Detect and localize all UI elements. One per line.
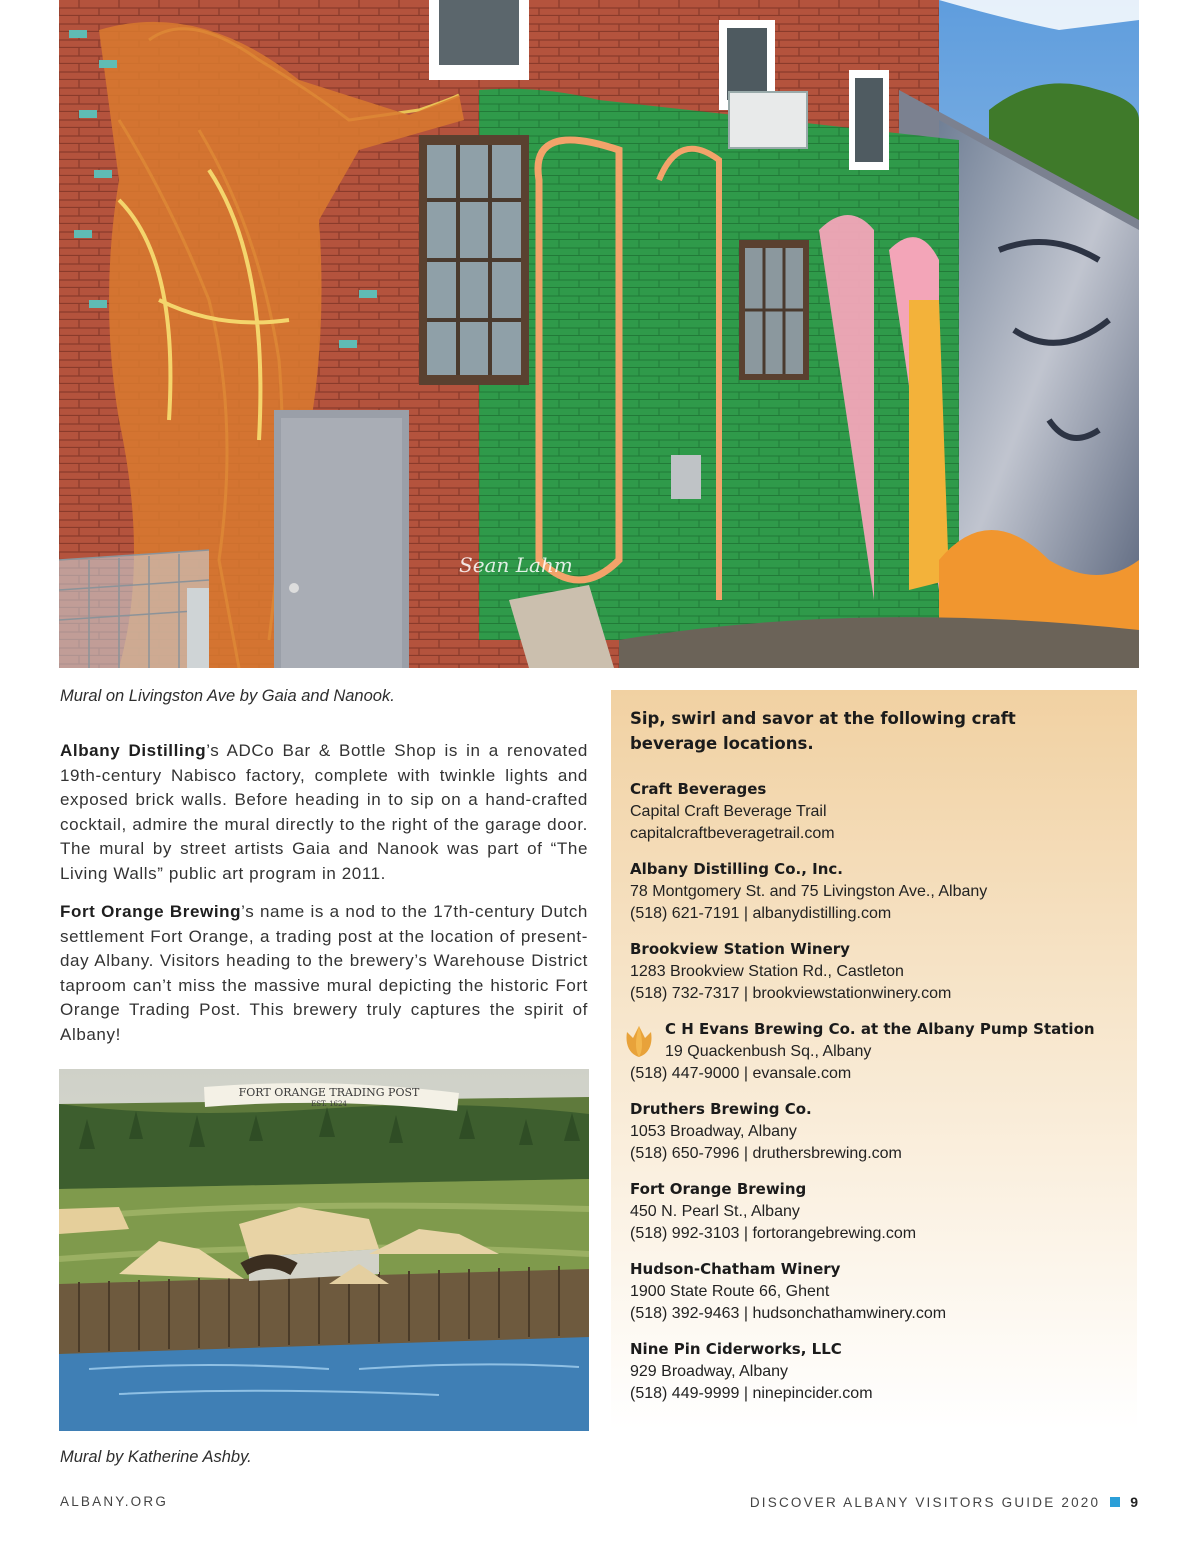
location-name: C H Evans Brewing Co. at the Albany Pump Station [665,1020,1095,1038]
business-name: Fort Orange Brewing [60,902,242,921]
location-contact[interactable]: (518) 992-3103 | fortorangebrewing.com [630,1225,917,1242]
paragraph-text: ’s name is a nod to the 17th-century Dutch settlement Fort Orange, a trading post at the location of present-day Albany. Visitors heading to the brewery’s Warehouse District taproom can’t miss the massive mural depicting the historic Fort Orange Trading Post. This brewery truly captures the spirit of Albany! [60,902,588,1044]
location-entry [630,1098,1130,1166]
craft-beverage-sidebar [611,690,1137,1430]
location-address: 450 N. Pearl St., Albany [630,1202,800,1220]
location-entry [630,1018,1130,1086]
location-name: Hudson-Chatham Winery [630,1260,841,1278]
location-contact[interactable]: (518) 392-9463 | hudsonchathamwinery.com [630,1305,947,1322]
location-contact[interactable]: (518) 650-7996 | druthersbrewing.com [630,1145,902,1162]
mural-signature: Sean Lahm [459,553,573,577]
location-name: Albany Distilling Co., Inc. [630,860,843,878]
location-address: 1053 Broadway, Albany [630,1122,797,1140]
location-contact[interactable]: (518) 621-7191 | albanydistilling.com [630,905,892,922]
location-name: Druthers Brewing Co. [630,1100,812,1118]
footer-site-link[interactable]: ALBANY.ORG [60,1494,169,1509]
location-name: Craft Beverages [630,780,767,798]
location-name: Nine Pin Ciderworks, LLC [630,1340,842,1358]
location-entry [630,1258,1130,1326]
business-name: Albany Distilling [60,741,207,760]
location-entry [630,778,1130,846]
square-bullet-icon [1110,1497,1120,1507]
fort-orange-mural-photo [59,1069,589,1431]
albany-distilling-paragraph [60,739,588,886]
location-address: 1283 Brookview Station Rd., Castleton [630,962,904,980]
location-contact[interactable]: (518) 449-9999 | ninepincider.com [630,1385,873,1402]
sidebar-heading: Sip, swirl and savor at the following craft beverage locations. [630,709,1016,753]
photo-caption: Mural by Katherine Ashby. [60,1448,252,1466]
location-detail: Capital Craft Beverage Trail [630,802,827,820]
page-number: 9 [1130,1494,1138,1510]
location-address: 1900 State Route 66, Ghent [630,1282,830,1300]
location-address: 929 Broadway, Albany [630,1362,789,1380]
fort-orange-paragraph [60,900,588,1047]
location-entry [630,1178,1130,1246]
location-name: Fort Orange Brewing [630,1180,807,1198]
photo-caption: Mural on Livingston Ave by Gaia and Nanook. [60,687,395,705]
location-name: Brookview Station Winery [630,940,850,958]
paragraph-text: ’s ADCo Bar & Bottle Shop is in a renovated 19th-century Nabisco factory, complete with twinkle lights and exposed brick walls. Before heading in to sip on a hand-crafted cocktail, admire the mural directly to the right of the garage door. The mural by street artists Gaia and Nanook was part of “The Living Walls” public art program in 2011. [60,741,588,883]
mural-banner-text: FORT ORANGE TRADING POST [238,1086,420,1099]
location-contact[interactable]: (518) 732-7317 | brookviewstationwinery.com [630,985,952,1002]
mural-banner-date: EST. 1624 [311,1100,347,1108]
livingston-mural-photo [59,0,1139,668]
footer-publication [750,1494,1138,1510]
location-address: 78 Montgomery St. and 75 Livingston Ave., Albany [630,882,988,900]
location-entry [630,938,1130,1006]
location-entry [630,1338,1130,1406]
location-website-link[interactable]: capitalcraftbeveragetrail.com [630,825,835,842]
publication-title: DISCOVER ALBANY VISITORS GUIDE 2020 [749,1494,1101,1510]
location-contact[interactable]: (518) 447-9000 | evansale.com [630,1065,852,1082]
location-entry [630,858,1130,926]
location-address: 19 Quackenbush Sq., Albany [665,1042,872,1060]
